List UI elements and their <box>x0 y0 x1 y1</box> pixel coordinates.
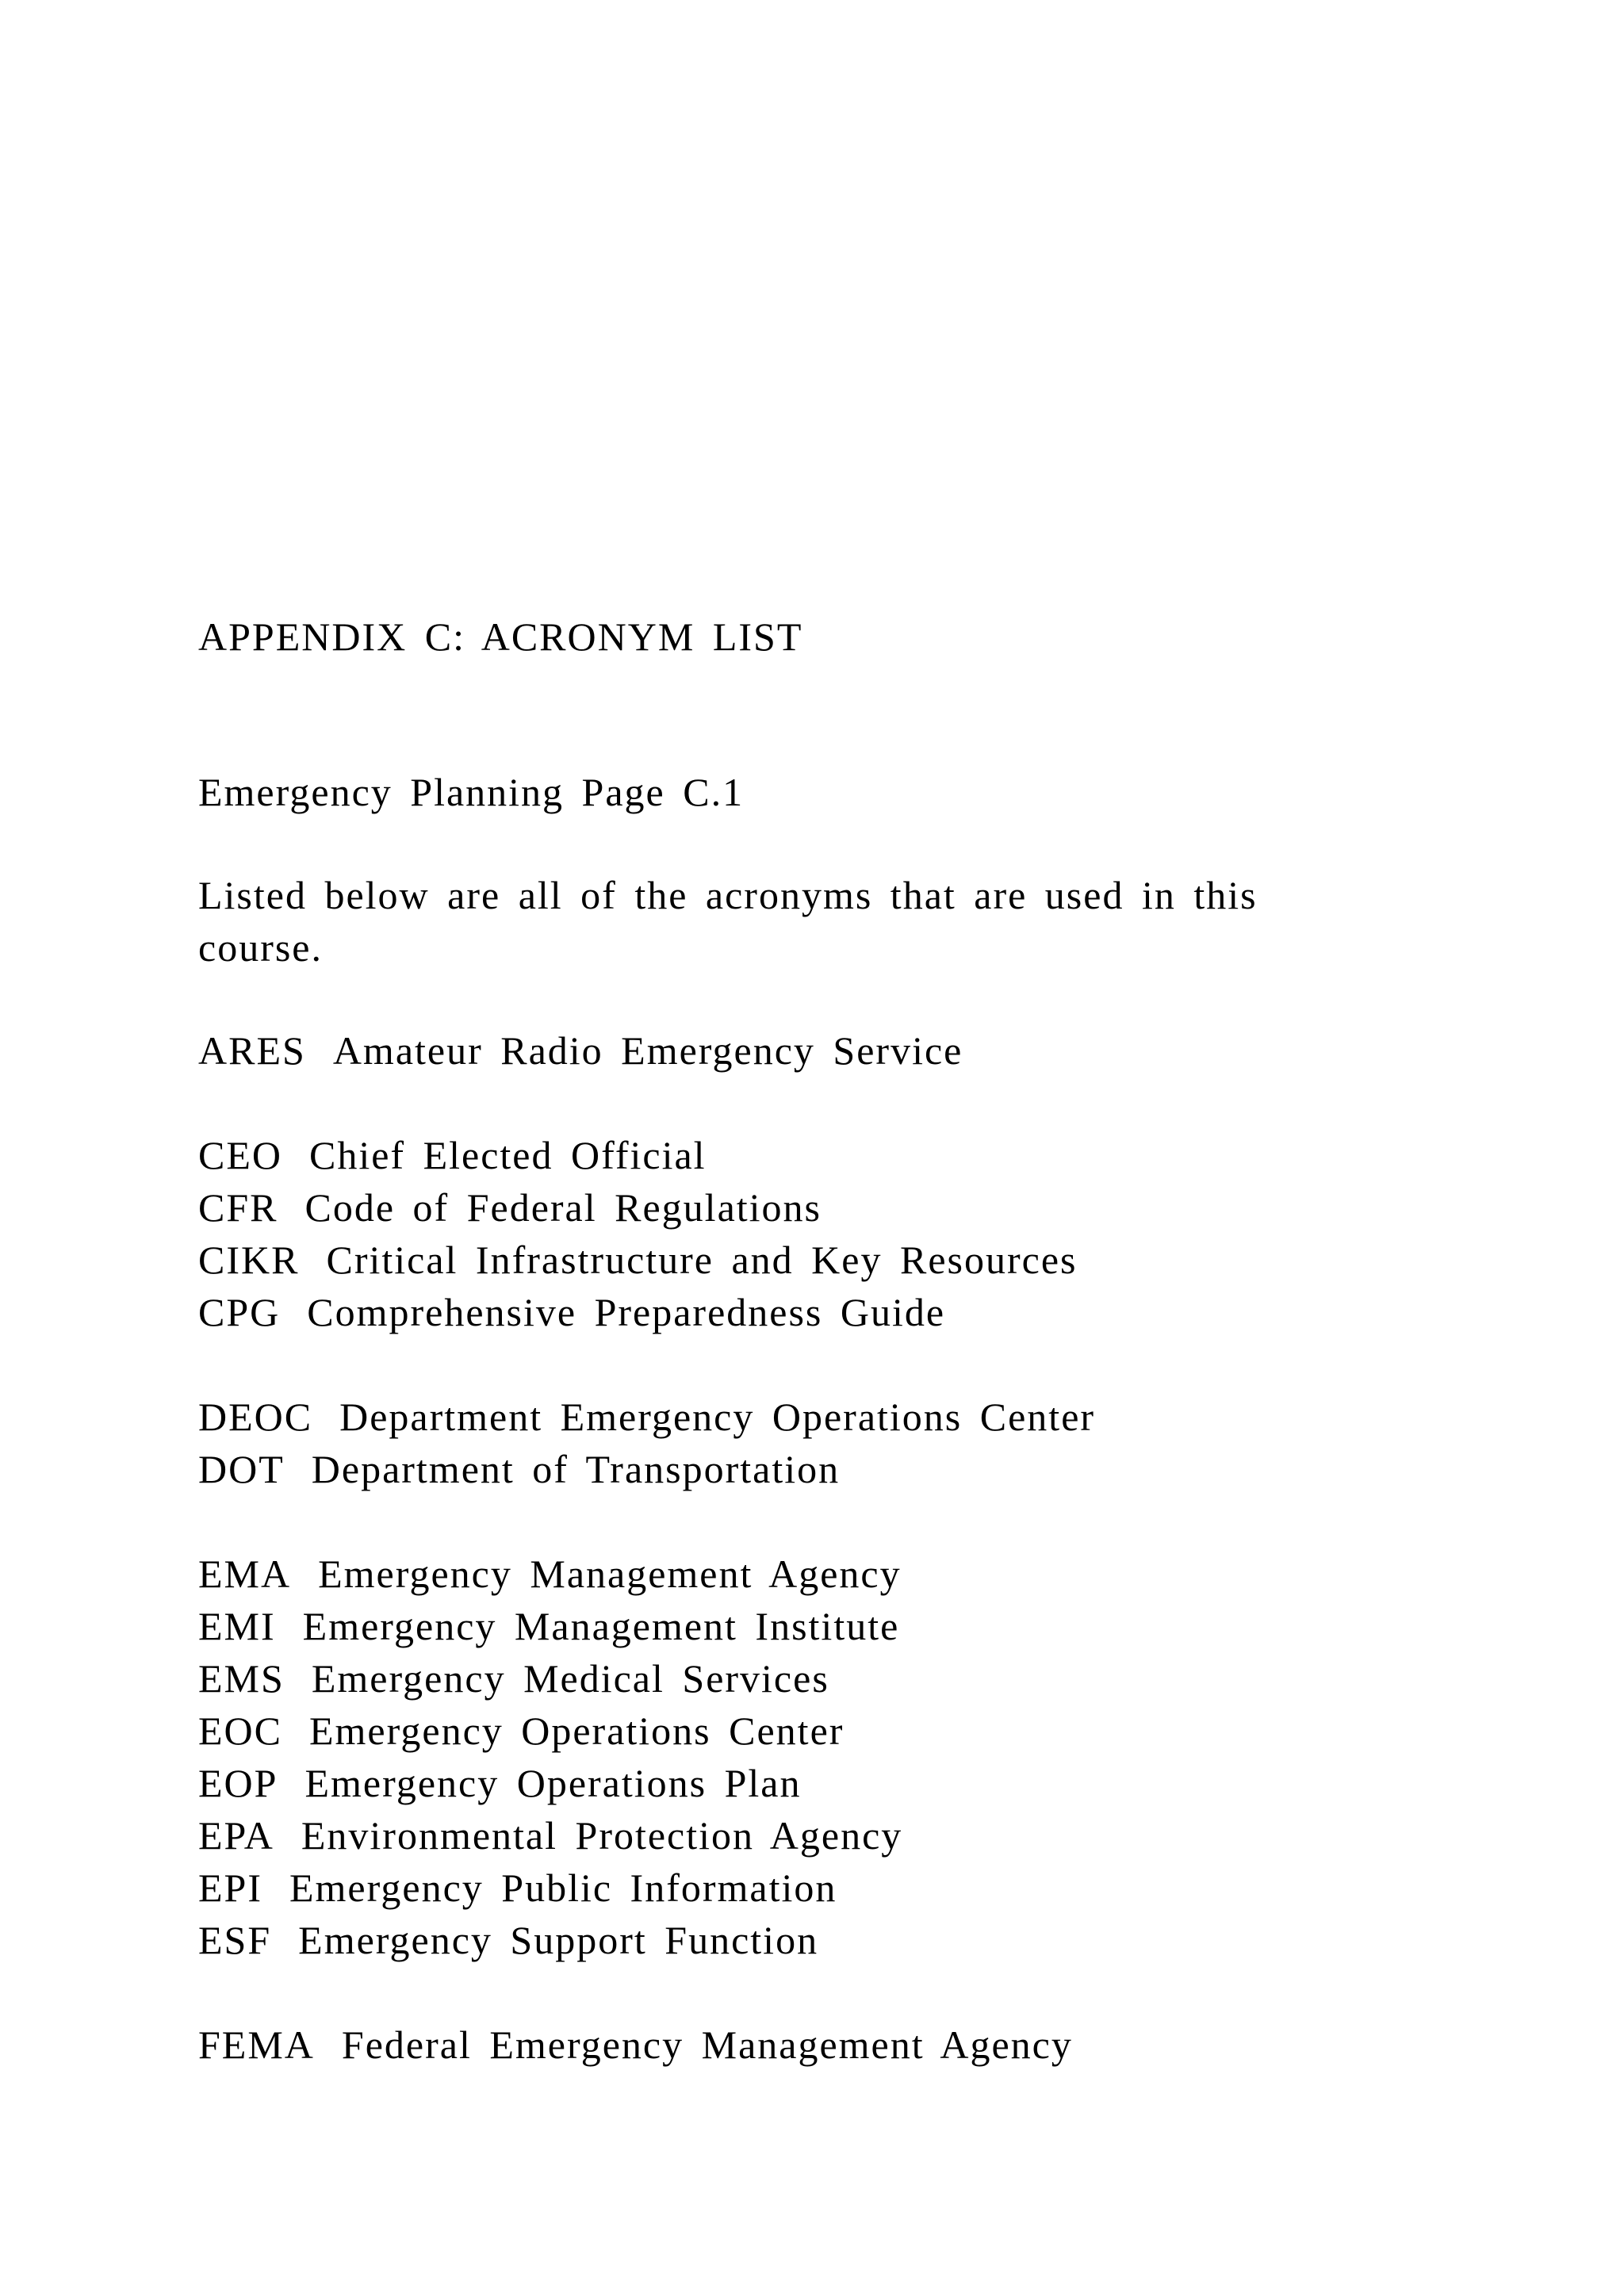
acronym-meaning: Department of Transportation <box>311 1447 841 1491</box>
appendix-title: APPENDIX C: ACRONYM LIST <box>198 614 803 659</box>
acronym-meaning: Amateur Radio Emergency Service <box>332 1028 963 1073</box>
acronym-abbr: EMI <box>198 1604 276 1648</box>
acronym-entry <box>198 1129 1515 1181</box>
acronym-abbr: EMA <box>198 1552 292 1596</box>
acronym-meaning: Federal Emergency Management Agency <box>341 2022 1073 2067</box>
acronym-abbr: CFR <box>198 1185 278 1230</box>
acronym-entry <box>198 1181 1515 1234</box>
acronym-entry <box>198 1391 1515 1443</box>
acronym-abbr: ARES <box>198 1028 306 1073</box>
acronym-entry <box>198 1548 1515 1600</box>
acronym-abbr: CEO <box>198 1133 282 1177</box>
acronym-meaning: Emergency Operations Center <box>309 1709 845 1753</box>
acronym-meaning: Comprehensive Preparedness Guide <box>307 1290 946 1334</box>
acronym-entry <box>198 1862 1515 1914</box>
acronym-abbr: ESF <box>198 1918 272 1962</box>
acronym-group-f <box>198 2019 1515 2071</box>
acronym-meaning: Emergency Medical Services <box>311 1656 829 1701</box>
acronym-entry <box>198 1443 1515 1495</box>
acronym-entry <box>198 2019 1515 2071</box>
acronym-meaning: Chief Elected Official <box>309 1133 707 1177</box>
intro-paragraph: Listed below are all of the acronyms that are used in this course. <box>198 873 1258 970</box>
acronym-group-a <box>198 1024 1515 1077</box>
acronym-abbr: CPG <box>198 1290 281 1334</box>
acronym-abbr: EPA <box>198 1813 274 1858</box>
acronym-abbr: EOC <box>198 1709 282 1753</box>
acronym-entry <box>198 1286 1515 1338</box>
acronym-meaning: Emergency Public Information <box>289 1866 837 1910</box>
acronym-abbr: EPI <box>198 1866 262 1910</box>
acronym-entry <box>198 1809 1515 1862</box>
acronym-meaning: Code of Federal Regulations <box>304 1185 822 1230</box>
document-content <box>198 610 1515 2123</box>
acronym-entry <box>198 1652 1515 1705</box>
acronym-group-c <box>198 1129 1515 1338</box>
acronym-meaning: Emergency Management Institute <box>302 1604 900 1648</box>
acronym-meaning: Environmental Protection Agency <box>301 1813 903 1858</box>
acronym-abbr: EOP <box>198 1761 278 1805</box>
acronym-entry <box>198 1600 1515 1652</box>
acronym-meaning: Emergency Operations Plan <box>304 1761 802 1805</box>
acronym-meaning: Emergency Management Agency <box>318 1552 902 1596</box>
acronym-entry <box>198 1757 1515 1809</box>
acronym-abbr: DOT <box>198 1447 285 1491</box>
page-label: Emergency Planning Page C.1 <box>198 770 745 814</box>
acronym-meaning: Critical Infrastructure and Key Resources <box>326 1238 1078 1282</box>
acronym-abbr: DEOC <box>198 1395 313 1439</box>
acronym-abbr: FEMA <box>198 2022 315 2067</box>
acronym-entry <box>198 1914 1515 1966</box>
acronym-abbr: CIKR <box>198 1238 300 1282</box>
acronym-group-d <box>198 1391 1515 1495</box>
acronym-abbr: EMS <box>198 1656 285 1701</box>
acronym-entry <box>198 1024 1515 1077</box>
acronym-entry <box>198 1234 1515 1286</box>
acronym-meaning: Department Emergency Operations Center <box>339 1395 1096 1439</box>
acronym-meaning: Emergency Support Function <box>298 1918 819 1962</box>
acronym-entry <box>198 1705 1515 1757</box>
acronym-group-e <box>198 1548 1515 1966</box>
